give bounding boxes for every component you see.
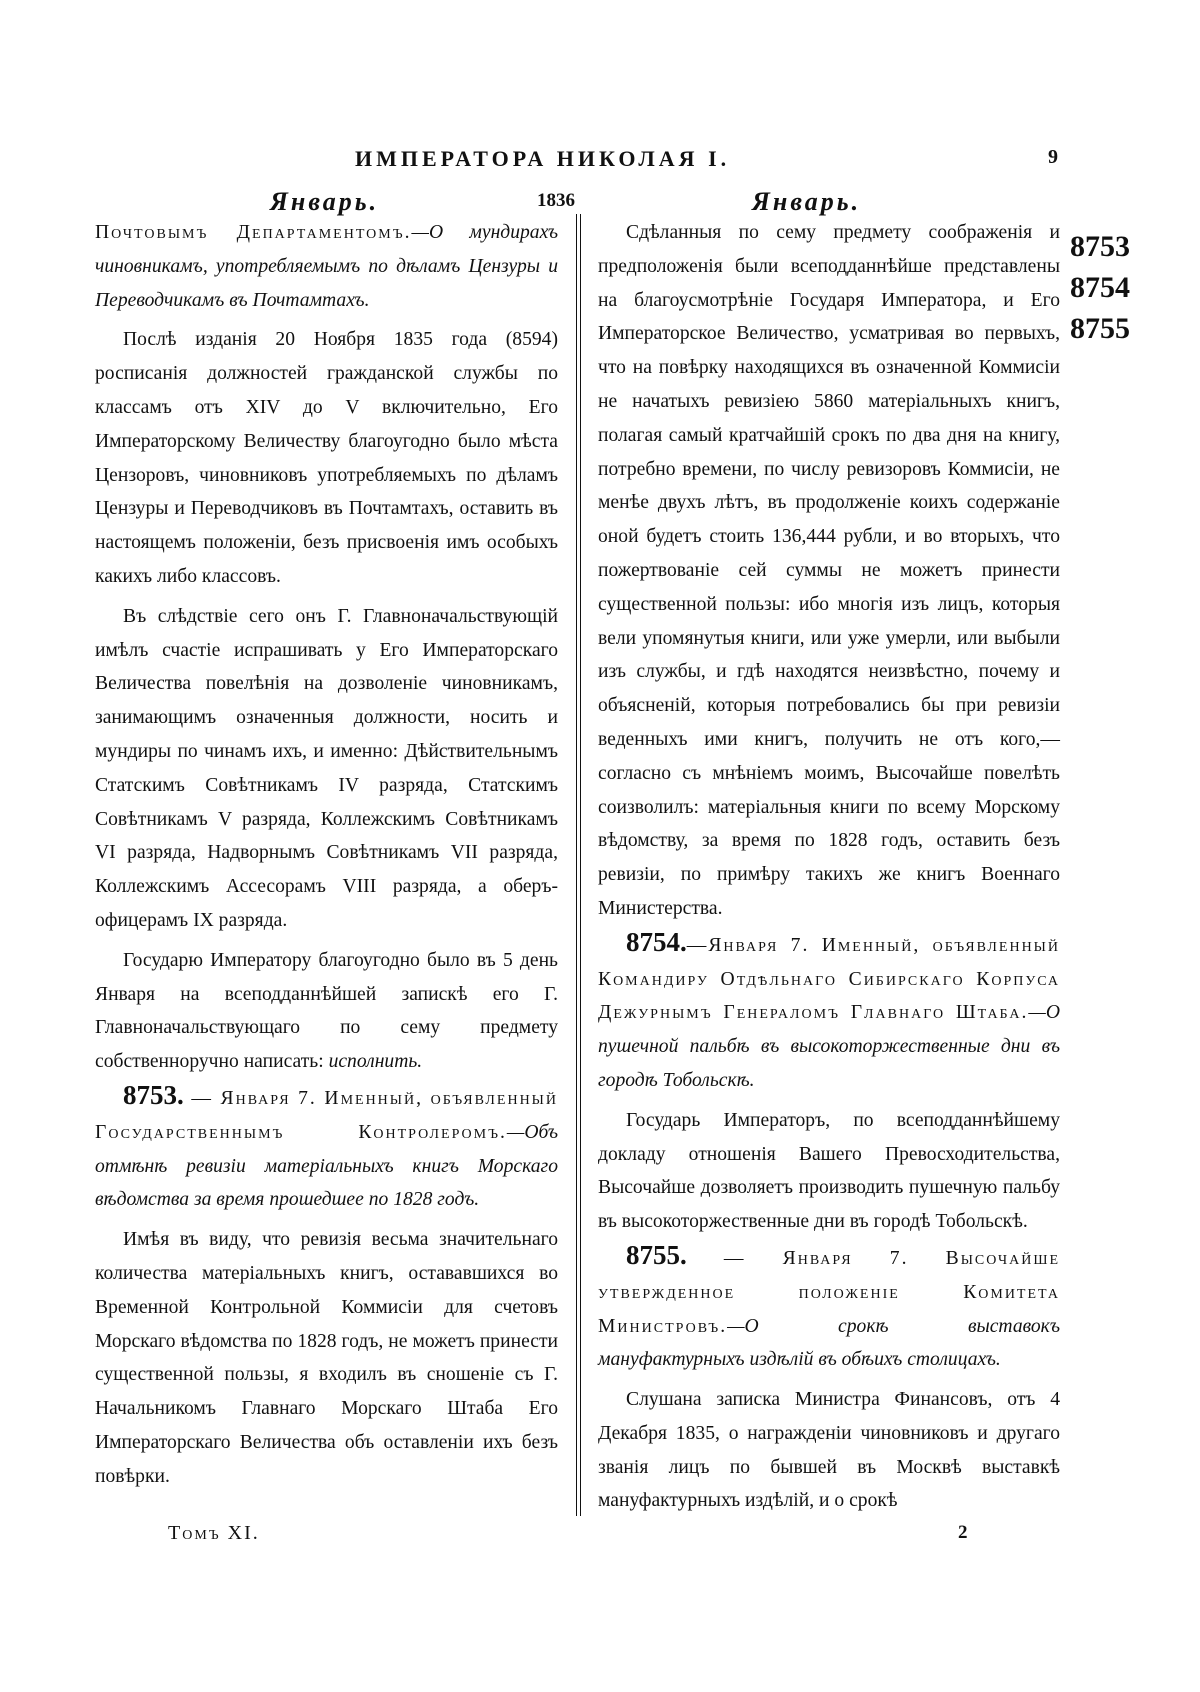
entry-8754: [598, 926, 1060, 1098]
month-heading-right: Январь.: [752, 187, 862, 216]
paragraph: Имѣя въ виду, что ревизія весьма значительнаго количества матеріальныхъ книгъ, остававшихся во Временной Контрольной Коммисіи для счетовъ Морскаго вѣдомства по 1828 годъ, не можетъ принести существенной пользы, я входилъ въ сношеніе съ Г. Начальникомъ Главнаго Морскаго Штаба Его Императорскаго Величества объ оставленіи ихъ безъ повѣрки.: [95, 1229, 558, 1487]
volume-label: Томъ XI.: [168, 1522, 260, 1544]
entry-heading: — Января 7. Высочайше утвержденное положеніе Комитета Министровъ.: [598, 1247, 1060, 1337]
entry-8753: [95, 1079, 558, 1217]
entry-title: —О пушечной пальбѣ въ высокоторжественные дни въ городѣ Тобольскѣ.: [598, 1002, 1060, 1091]
signature-mark: 2: [958, 1522, 968, 1543]
entry-number: 8753.: [123, 1079, 184, 1110]
entry-number: 8754.: [626, 926, 687, 957]
month-heading-left: Январь.: [270, 187, 380, 216]
entry-number: 8755.: [626, 1239, 687, 1270]
year-heading: 1836: [537, 190, 575, 211]
paragraph: Государь Императоръ, по всеподданнѣйшему докладу отношенія Вашего Превосходительства, Высочайше дозволяетъ производить пушечную пальбу въ высокоторжественные дни въ городѣ Тобольскѣ.: [598, 1109, 1060, 1233]
paragraph: Послѣ изданія 20 Ноября 1835 года (8594) росписанія должностей гражданской службы по классамъ отъ XIV до V включительно, Его Императорскому Величеству благоугодно было мѣста Цензоровъ, чиновниковъ употребляемыхъ по дѣламъ Цензуры и Переводчиковъ въ Почтамтахъ, оставить въ настоящемъ положеніи, безъ присвоенія имъ особыхъ какихъ либо классовъ.: [95, 329, 558, 587]
page-number: 9: [1048, 146, 1058, 168]
entry-title: —О срокѣ выставокъ мануфактурныхъ издѣлій въ обѣихъ столицахъ.: [598, 1315, 1060, 1371]
paragraph: Слушана записка Министра Финансовъ, отъ 4 Декабря 1835, о награжденіи чиновниковъ и другаго званія лицъ по бывшей въ Москвѣ выставкѣ мануфактурныхъ издѣлій, и о срокѣ: [598, 1389, 1060, 1512]
paragraph: Въ слѣдствіе сего онъ Г. Главноначальствующій имѣлъ счастіе испрашивать у Его Императорскаго Величества повелѣнія на дозволеніе чиновникамъ, занимающимъ означенныя должности, носить и мундиры по чинамъ ихъ, и именно: Дѣйствительнымъ Статскимъ Совѣтникамъ IV разряда, Статскимъ Совѣтникамъ V разряда, Коллежскимъ Совѣтникамъ VI разряда, Надворнымъ Совѣтникамъ VII разряда, Коллежскимъ Ассесорамъ VIII разряда, а оберъ-офицерамъ IX разряда.: [95, 605, 558, 931]
department-name: Почтовымъ Департаментомъ.: [95, 222, 412, 243]
margin-entry-numbers: [1070, 226, 1130, 349]
left-column: [95, 216, 558, 1493]
right-column: [598, 216, 1060, 1518]
margin-number: 8754: [1070, 271, 1130, 304]
entry-heading: —Января 7. Именный, объявленный Командиру Отдѣльнаго Сибирскаго Корпуса Дежурнымъ Генераломъ Главнаго Штаба.: [598, 934, 1060, 1024]
column-divider: [576, 214, 581, 1516]
running-title: ИМПЕРАТОРА НИКОЛАЯ I.: [355, 146, 731, 171]
paragraph: [95, 216, 558, 317]
entry-heading: — Января 7. Именный, объявленный Государственнымъ Контролеромъ.: [95, 1087, 558, 1143]
paragraph: [95, 944, 558, 1079]
paragraph: Сдѣланныя по сему предмету соображенія и предположенія были всеподданнѣйше представлены на благоусмотрѣніе Государя Императора, и Его Императорское Величество, усматривая во первыхъ, что на повѣрку находящихся въ означенной Коммисіи не начатыхъ ревизіею 5860 матеріальныхъ книгъ, полагая самый кратчайшій срокъ по два дня на книгу, потребно времени, по числу ревизоровъ Коммисіи, не менѣе двухъ лѣтъ, въ продолженіе коихъ содержаніе оной будетъ стоить 136,444 рубли, и во вторыхъ, что пожертвованіе сей суммы не можетъ принести существенной пользы: ибо многія изъ лицъ, которыя вели упомянутыя книги, или уже умерли, или выбыли изъ службы, и гдѣ находятся неизвѣстно, почему и объясненій, которыя потребовались бы при ревизіи веденныхъ ими книгъ, получить не отъ кого,—согласно съ мнѣніемъ моимъ, Высочайше повелѣть соизволилъ: матеріальныя книги по всему Морскому вѣдомству, за время по 1828 годъ, оставить безъ ревизіи, по примѣру такихъ же книгъ Военнаго Министерства.: [598, 222, 1060, 919]
entry-8755: [598, 1239, 1060, 1377]
entry-title: —О мундирахъ чиновникамъ, употребляемымъ по дѣламъ Цензуры и Переводчикамъ въ Почтамтахъ.: [95, 222, 558, 311]
margin-number: 8755: [1070, 312, 1130, 345]
paragraph-text: Государю Императору благоугодно было въ 5 день Января на всеподданнѣйшей запискѣ его Г. Главноначальствующаго по сему предмету собственноручно написать:: [95, 949, 558, 1073]
resolution-text: исполнить.: [328, 1051, 423, 1073]
entry-title: —Объ отмѣнѣ ревизіи матеріальныхъ книгъ Морскаго вѣдомства за время прошедшее по 1828 годъ.: [95, 1121, 558, 1211]
margin-number: 8753: [1070, 230, 1130, 263]
